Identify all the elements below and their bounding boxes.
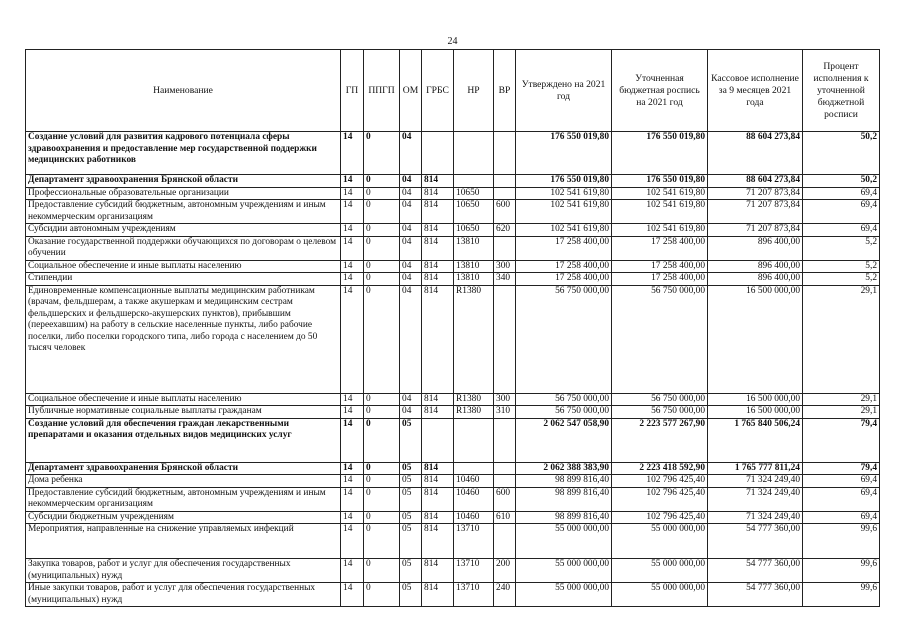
cell-ppgp: 0 bbox=[364, 200, 400, 224]
table-row bbox=[26, 132, 880, 175]
cell-cash: 71 324 249,40 bbox=[708, 487, 803, 511]
cell-vr: 310 bbox=[494, 406, 516, 419]
cell-om: 04 bbox=[400, 393, 422, 406]
cell-gp: 14 bbox=[341, 187, 364, 200]
table-row bbox=[26, 462, 880, 475]
cell-om: 04 bbox=[400, 260, 422, 273]
cell-grbs: 814 bbox=[422, 406, 454, 419]
cell-refined: 56 750 000,00 bbox=[612, 285, 708, 393]
table-header-row bbox=[26, 50, 880, 132]
table-row bbox=[26, 406, 880, 419]
cell-np: 10650 bbox=[454, 187, 494, 200]
cell-approved: 2 062 547 058,90 bbox=[516, 418, 612, 462]
cell-refined: 102 796 425,40 bbox=[612, 475, 708, 488]
table-row bbox=[26, 285, 880, 393]
cell-approved: 102 541 619,80 bbox=[516, 200, 612, 224]
cell-np: 13710 bbox=[454, 524, 494, 559]
cell-approved: 98 899 816,40 bbox=[516, 487, 612, 511]
cell-np: 13710 bbox=[454, 583, 494, 607]
cell-ppgp: 0 bbox=[364, 462, 400, 475]
cell-vr: 300 bbox=[494, 393, 516, 406]
cell-ppgp: 0 bbox=[364, 132, 400, 175]
table-body bbox=[26, 132, 880, 607]
header-gp: ГП bbox=[341, 50, 364, 132]
cell-percent: 29,1 bbox=[803, 285, 880, 393]
cell-refined: 102 796 425,40 bbox=[612, 511, 708, 524]
cell-om: 05 bbox=[400, 559, 422, 583]
cell-vr bbox=[494, 187, 516, 200]
cell-ppgp: 0 bbox=[364, 559, 400, 583]
cell-vr: 300 bbox=[494, 260, 516, 273]
cell-refined: 55 000 000,00 bbox=[612, 559, 708, 583]
cell-vr bbox=[494, 418, 516, 462]
cell-om: 04 bbox=[400, 175, 422, 188]
cell-ppgp: 0 bbox=[364, 224, 400, 237]
cell-cash: 16 500 000,00 bbox=[708, 406, 803, 419]
cell-cash: 1 765 777 811,24 bbox=[708, 462, 803, 475]
cell-grbs bbox=[422, 132, 454, 175]
cell-percent: 5,2 bbox=[803, 260, 880, 273]
cell-cash: 16 500 000,00 bbox=[708, 393, 803, 406]
cell-om: 04 bbox=[400, 236, 422, 260]
cell-gp: 14 bbox=[341, 418, 364, 462]
cell-name: Дома ребенка bbox=[26, 475, 341, 488]
cell-om: 04 bbox=[400, 187, 422, 200]
cell-ppgp: 0 bbox=[364, 285, 400, 393]
cell-approved: 98 899 816,40 bbox=[516, 511, 612, 524]
cell-vr bbox=[494, 285, 516, 393]
cell-grbs: 814 bbox=[422, 224, 454, 237]
cell-grbs bbox=[422, 418, 454, 462]
table-row bbox=[26, 511, 880, 524]
table-row bbox=[26, 559, 880, 583]
cell-percent: 5,2 bbox=[803, 273, 880, 286]
cell-grbs: 814 bbox=[422, 559, 454, 583]
cell-approved: 17 258 400,00 bbox=[516, 236, 612, 260]
cell-refined: 56 750 000,00 bbox=[612, 393, 708, 406]
cell-percent: 99,6 bbox=[803, 583, 880, 607]
cell-grbs: 814 bbox=[422, 583, 454, 607]
cell-approved: 176 550 019,80 bbox=[516, 132, 612, 175]
cell-gp: 14 bbox=[341, 487, 364, 511]
header-grbs: ГРБС bbox=[422, 50, 454, 132]
cell-name: Публичные нормативные социальные выплаты гражданам bbox=[26, 406, 341, 419]
cell-gp: 14 bbox=[341, 285, 364, 393]
cell-percent: 79,4 bbox=[803, 462, 880, 475]
header-om: ОМ bbox=[400, 50, 422, 132]
cell-np: R1380 bbox=[454, 406, 494, 419]
cell-refined: 17 258 400,00 bbox=[612, 260, 708, 273]
cell-refined: 102 541 619,80 bbox=[612, 200, 708, 224]
cell-gp: 14 bbox=[341, 393, 364, 406]
cell-grbs: 814 bbox=[422, 187, 454, 200]
cell-om: 04 bbox=[400, 132, 422, 175]
cell-refined: 17 258 400,00 bbox=[612, 273, 708, 286]
cell-om: 05 bbox=[400, 583, 422, 607]
cell-percent: 50,2 bbox=[803, 132, 880, 175]
cell-approved: 102 541 619,80 bbox=[516, 187, 612, 200]
cell-name: Закупка товаров, работ и услуг для обеспечения государственных (муниципальных) нужд bbox=[26, 559, 341, 583]
cell-percent: 50,2 bbox=[803, 175, 880, 188]
cell-np: R1380 bbox=[454, 285, 494, 393]
cell-approved: 55 000 000,00 bbox=[516, 524, 612, 559]
cell-name: Социальное обеспечение и иные выплаты населению bbox=[26, 260, 341, 273]
cell-percent: 69,4 bbox=[803, 200, 880, 224]
table-row bbox=[26, 273, 880, 286]
cell-approved: 56 750 000,00 bbox=[516, 406, 612, 419]
cell-percent: 69,4 bbox=[803, 511, 880, 524]
cell-vr bbox=[494, 236, 516, 260]
cell-refined: 17 258 400,00 bbox=[612, 236, 708, 260]
cell-vr: 620 bbox=[494, 224, 516, 237]
cell-grbs: 814 bbox=[422, 236, 454, 260]
cell-om: 04 bbox=[400, 273, 422, 286]
cell-percent: 69,4 bbox=[803, 224, 880, 237]
cell-ppgp: 0 bbox=[364, 583, 400, 607]
cell-cash: 896 400,00 bbox=[708, 273, 803, 286]
header-percent: Процент исполнения к уточненной бюджетной росписи bbox=[803, 50, 880, 132]
cell-gp: 14 bbox=[341, 462, 364, 475]
cell-ppgp: 0 bbox=[364, 406, 400, 419]
cell-name: Субсидии автономным учреждениям bbox=[26, 224, 341, 237]
table-row bbox=[26, 236, 880, 260]
header-name: Наименование bbox=[26, 50, 341, 132]
cell-cash: 54 777 360,00 bbox=[708, 559, 803, 583]
cell-vr bbox=[494, 175, 516, 188]
cell-cash: 54 777 360,00 bbox=[708, 524, 803, 559]
cell-name: Оказание государственной поддержки обучающихся по договорам о целевом обучении bbox=[26, 236, 341, 260]
cell-grbs: 814 bbox=[422, 260, 454, 273]
cell-name: Предоставление субсидий бюджетным, автономным учреждениям и иным некоммерческим организациям bbox=[26, 487, 341, 511]
cell-grbs: 814 bbox=[422, 487, 454, 511]
cell-refined: 56 750 000,00 bbox=[612, 406, 708, 419]
cell-vr bbox=[494, 524, 516, 559]
cell-np: 10460 bbox=[454, 475, 494, 488]
cell-vr: 600 bbox=[494, 487, 516, 511]
cell-refined: 102 796 425,40 bbox=[612, 487, 708, 511]
cell-vr: 610 bbox=[494, 511, 516, 524]
table-row bbox=[26, 200, 880, 224]
cell-cash: 896 400,00 bbox=[708, 236, 803, 260]
cell-refined: 2 223 418 592,90 bbox=[612, 462, 708, 475]
cell-name: Мероприятия, направленные на снижение управляемых инфекций bbox=[26, 524, 341, 559]
table-row bbox=[26, 418, 880, 462]
cell-percent: 29,1 bbox=[803, 406, 880, 419]
cell-approved: 55 000 000,00 bbox=[516, 559, 612, 583]
cell-refined: 2 223 577 267,90 bbox=[612, 418, 708, 462]
cell-cash: 54 777 360,00 bbox=[708, 583, 803, 607]
cell-percent: 99,6 bbox=[803, 559, 880, 583]
cell-approved: 17 258 400,00 bbox=[516, 273, 612, 286]
cell-gp: 14 bbox=[341, 475, 364, 488]
cell-np: R1380 bbox=[454, 393, 494, 406]
table-row bbox=[26, 393, 880, 406]
cell-refined: 102 541 619,80 bbox=[612, 187, 708, 200]
cell-om: 04 bbox=[400, 406, 422, 419]
cell-approved: 55 000 000,00 bbox=[516, 583, 612, 607]
cell-name: Создание условий для обеспечения граждан лекарственными препаратами и оказания отдельных видов медицинских услуг bbox=[26, 418, 341, 462]
cell-approved: 2 062 388 383,90 bbox=[516, 462, 612, 475]
cell-cash: 71 324 249,40 bbox=[708, 511, 803, 524]
cell-vr bbox=[494, 132, 516, 175]
table-row bbox=[26, 475, 880, 488]
table-row bbox=[26, 583, 880, 607]
cell-cash: 16 500 000,00 bbox=[708, 285, 803, 393]
cell-name: Департамент здравоохранения Брянской области bbox=[26, 462, 341, 475]
cell-refined: 102 541 619,80 bbox=[612, 224, 708, 237]
cell-gp: 14 bbox=[341, 583, 364, 607]
cell-np bbox=[454, 175, 494, 188]
cell-percent: 29,1 bbox=[803, 393, 880, 406]
cell-approved: 17 258 400,00 bbox=[516, 260, 612, 273]
cell-np: 10460 bbox=[454, 511, 494, 524]
cell-approved: 102 541 619,80 bbox=[516, 224, 612, 237]
cell-ppgp: 0 bbox=[364, 475, 400, 488]
cell-grbs: 814 bbox=[422, 273, 454, 286]
table-row bbox=[26, 187, 880, 200]
cell-np: 13810 bbox=[454, 260, 494, 273]
cell-percent: 5,2 bbox=[803, 236, 880, 260]
cell-gp: 14 bbox=[341, 236, 364, 260]
header-ppgp: ППГП bbox=[364, 50, 400, 132]
cell-cash: 71 207 873,84 bbox=[708, 200, 803, 224]
cell-om: 04 bbox=[400, 200, 422, 224]
cell-vr bbox=[494, 475, 516, 488]
cell-cash: 1 765 840 506,24 bbox=[708, 418, 803, 462]
page-number: 24 bbox=[447, 36, 458, 47]
header-cash: Кассовое исполнение за 9 месяцев 2021 года bbox=[708, 50, 803, 132]
cell-gp: 14 bbox=[341, 224, 364, 237]
cell-gp: 14 bbox=[341, 273, 364, 286]
cell-np bbox=[454, 132, 494, 175]
cell-om: 05 bbox=[400, 475, 422, 488]
cell-ppgp: 0 bbox=[364, 236, 400, 260]
cell-np: 13710 bbox=[454, 559, 494, 583]
cell-grbs: 814 bbox=[422, 511, 454, 524]
cell-om: 04 bbox=[400, 224, 422, 237]
cell-gp: 14 bbox=[341, 200, 364, 224]
cell-om: 05 bbox=[400, 511, 422, 524]
cell-cash: 88 604 273,84 bbox=[708, 175, 803, 188]
cell-name: Департамент здравоохранения Брянской области bbox=[26, 175, 341, 188]
cell-percent: 69,4 bbox=[803, 487, 880, 511]
cell-name: Социальное обеспечение и иные выплаты населению bbox=[26, 393, 341, 406]
cell-gp: 14 bbox=[341, 260, 364, 273]
cell-cash: 71 324 249,40 bbox=[708, 475, 803, 488]
header-vr: ВР bbox=[494, 50, 516, 132]
cell-grbs: 814 bbox=[422, 200, 454, 224]
cell-name: Создание условий для развития кадрового потенциала сферы здравоохранения и предоставление мер государственной поддержки медицинских работников bbox=[26, 132, 341, 175]
cell-om: 05 bbox=[400, 524, 422, 559]
cell-om: 05 bbox=[400, 418, 422, 462]
cell-np: 10650 bbox=[454, 200, 494, 224]
cell-om: 05 bbox=[400, 487, 422, 511]
cell-gp: 14 bbox=[341, 132, 364, 175]
cell-ppgp: 0 bbox=[364, 175, 400, 188]
cell-cash: 71 207 873,84 bbox=[708, 224, 803, 237]
cell-np: 13810 bbox=[454, 236, 494, 260]
table-row bbox=[26, 175, 880, 188]
header-approved: Утверждено на 2021 год bbox=[516, 50, 612, 132]
cell-cash: 71 207 873,84 bbox=[708, 187, 803, 200]
cell-refined: 55 000 000,00 bbox=[612, 583, 708, 607]
cell-np: 13810 bbox=[454, 273, 494, 286]
table-row bbox=[26, 224, 880, 237]
cell-grbs: 814 bbox=[422, 524, 454, 559]
cell-name: Субсидии бюджетным учреждениям bbox=[26, 511, 341, 524]
cell-ppgp: 0 bbox=[364, 273, 400, 286]
cell-np bbox=[454, 418, 494, 462]
cell-grbs: 814 bbox=[422, 393, 454, 406]
cell-refined: 176 550 019,80 bbox=[612, 175, 708, 188]
cell-refined: 176 550 019,80 bbox=[612, 132, 708, 175]
cell-name: Профессиональные образовательные организации bbox=[26, 187, 341, 200]
table-row bbox=[26, 260, 880, 273]
cell-gp: 14 bbox=[341, 406, 364, 419]
cell-grbs: 814 bbox=[422, 462, 454, 475]
cell-grbs: 814 bbox=[422, 475, 454, 488]
cell-ppgp: 0 bbox=[364, 524, 400, 559]
cell-ppgp: 0 bbox=[364, 393, 400, 406]
cell-vr: 200 bbox=[494, 559, 516, 583]
cell-approved: 56 750 000,00 bbox=[516, 393, 612, 406]
cell-gp: 14 bbox=[341, 175, 364, 188]
cell-refined: 55 000 000,00 bbox=[612, 524, 708, 559]
cell-ppgp: 0 bbox=[364, 487, 400, 511]
cell-vr bbox=[494, 462, 516, 475]
cell-vr: 600 bbox=[494, 200, 516, 224]
cell-cash: 896 400,00 bbox=[708, 260, 803, 273]
cell-ppgp: 0 bbox=[364, 511, 400, 524]
cell-percent: 99,6 bbox=[803, 524, 880, 559]
header-refined: Уточненная бюджетная роспись на 2021 год bbox=[612, 50, 708, 132]
cell-gp: 14 bbox=[341, 559, 364, 583]
cell-np: 10460 bbox=[454, 487, 494, 511]
budget-execution-table bbox=[25, 49, 880, 607]
cell-gp: 14 bbox=[341, 511, 364, 524]
cell-grbs: 814 bbox=[422, 175, 454, 188]
cell-vr: 240 bbox=[494, 583, 516, 607]
cell-cash: 88 604 273,84 bbox=[708, 132, 803, 175]
cell-np bbox=[454, 462, 494, 475]
table-row bbox=[26, 487, 880, 511]
table-row bbox=[26, 524, 880, 559]
cell-ppgp: 0 bbox=[364, 418, 400, 462]
cell-gp: 14 bbox=[341, 524, 364, 559]
cell-grbs: 814 bbox=[422, 285, 454, 393]
cell-name: Единовременные компенсационные выплаты медицинским работникам (врачам, фельдшерам, а также акушеркам и медицинским сестрам фельдшерских и фельдшерско-акушерских пунктов), прибывшим (переехавшим) на работу в сельские населенные пункты, либо рабочие поселки, либо поселки городского типа, либо города с населением до 50 тысяч человек bbox=[26, 285, 341, 393]
cell-om: 04 bbox=[400, 285, 422, 393]
cell-approved: 98 899 816,40 bbox=[516, 475, 612, 488]
header-np: НР bbox=[454, 50, 494, 132]
cell-percent: 69,4 bbox=[803, 187, 880, 200]
cell-name: Предоставление субсидий бюджетным, автономным учреждениям и иным некоммерческим организациям bbox=[26, 200, 341, 224]
cell-ppgp: 0 bbox=[364, 187, 400, 200]
cell-name: Иные закупки товаров, работ и услуг для обеспечения государственных (муниципальных) нужд bbox=[26, 583, 341, 607]
cell-vr: 340 bbox=[494, 273, 516, 286]
cell-name: Стипендии bbox=[26, 273, 341, 286]
cell-np: 10650 bbox=[454, 224, 494, 237]
cell-percent: 69,4 bbox=[803, 475, 880, 488]
cell-approved: 56 750 000,00 bbox=[516, 285, 612, 393]
cell-om: 05 bbox=[400, 462, 422, 475]
cell-ppgp: 0 bbox=[364, 260, 400, 273]
cell-approved: 176 550 019,80 bbox=[516, 175, 612, 188]
cell-percent: 79,4 bbox=[803, 418, 880, 462]
